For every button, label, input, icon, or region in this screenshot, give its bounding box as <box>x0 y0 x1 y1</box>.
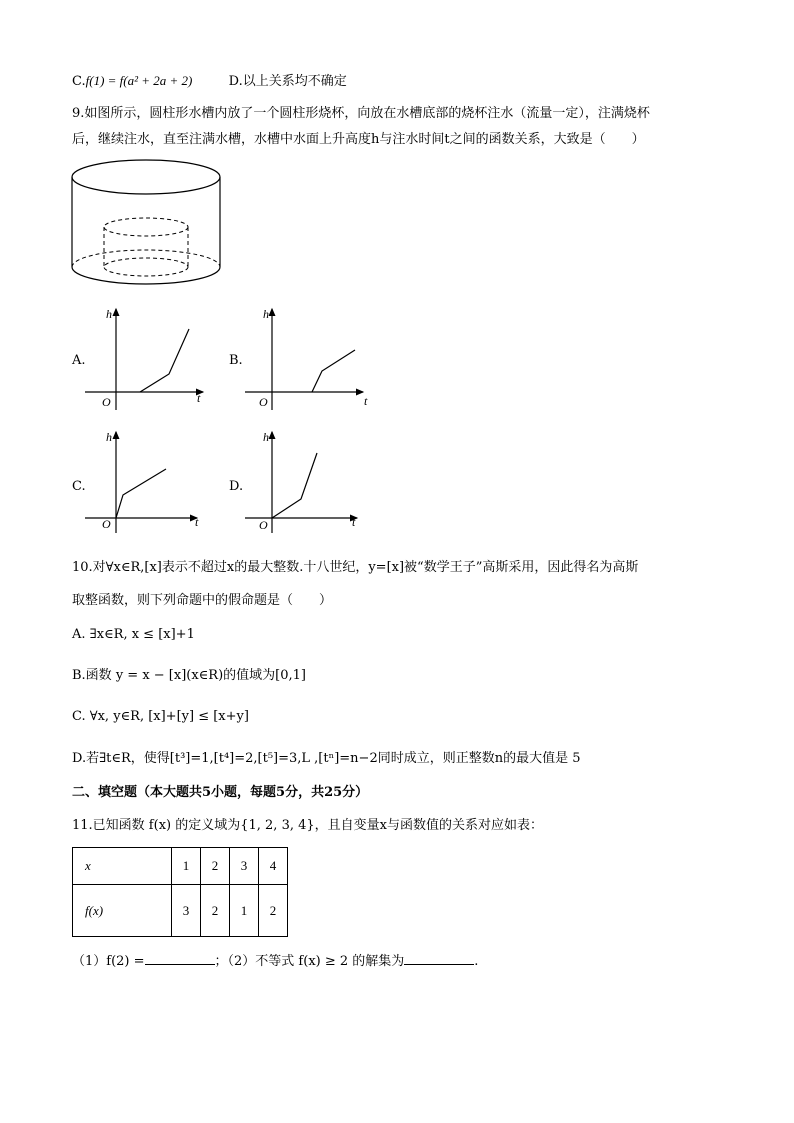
q8-option-c <box>72 72 347 91</box>
t-label: t <box>197 391 201 405</box>
q9-option-c-label: C. <box>72 479 86 494</box>
table-cell: x <box>73 848 172 885</box>
table-cell: 1 <box>172 848 201 885</box>
t-label: t <box>364 394 368 408</box>
q10-option-d: D.若∃t∈R，使得[t³]=1,[t⁴]=2,[t⁵]=3,L ,[tⁿ]=n−2同时成立，则正整数n的最大值是 5 <box>72 751 581 766</box>
h-label: h <box>106 430 112 444</box>
table-cell: 2 <box>201 848 230 885</box>
q9-line1: 9.如图所示，圆柱形水槽内放了一个圆柱形烧杯，向放在水槽底部的烧杯注水（流量一定），注满烧杯 <box>72 106 650 121</box>
graph-b <box>245 305 380 415</box>
t-label: t <box>195 515 199 529</box>
section-heading: 二、填空题（本大题共5小题，每题5分，共25分） <box>72 785 369 800</box>
table-cell: 2 <box>201 885 230 937</box>
answer-blank-1[interactable] <box>145 951 215 965</box>
q9-option-d-label: D. <box>229 479 244 494</box>
table-cell: 3 <box>230 848 259 885</box>
graph-c <box>85 428 220 538</box>
q9-line2: 后，继续注水，直至注满水槽，水槽中水面上升高度h与注水时间t之间的函数关系，大致是（ ） <box>72 132 645 147</box>
answer-blank-2[interactable] <box>404 951 474 965</box>
table-row <box>73 885 288 937</box>
value-table <box>72 847 288 937</box>
q11-part2: ；（2）不等式 f(x) ≥ 2 的解集为 <box>214 954 405 969</box>
q10-option-b: B.函数 y = x − [x](x∈R)的值域为[0,1] <box>72 668 306 683</box>
table-cell: 1 <box>230 885 259 937</box>
q11-part1: （1）f(2) = <box>72 954 145 969</box>
q8c-formula: f(1) = f(a² + 2a + 2) <box>85 73 193 88</box>
q10-option-a: A. ∃x∈R, x ≤ [x]+1 <box>72 627 195 642</box>
q9-option-a-label: A. <box>72 353 86 368</box>
q8c-expression: C. <box>72 74 86 89</box>
table-cell: 2 <box>259 885 288 937</box>
h-label: h <box>263 430 269 444</box>
origin-label: O <box>102 517 111 531</box>
h-label: h <box>263 307 269 321</box>
q9-option-b-label: B. <box>229 353 243 368</box>
origin-label: O <box>102 395 111 409</box>
t-label: t <box>352 515 356 529</box>
q10-line2: 取整函数，则下列命题中的假命题是（ ） <box>72 593 333 608</box>
q10-line1: 10.对∀x∈R,[x]表示不超过x的最大整数.十八世纪，y=[x]被“数学王子”高斯采用，因此得名为高斯 <box>72 560 639 575</box>
table-cell: f(x) <box>73 885 172 937</box>
h-label: h <box>106 307 112 321</box>
table-row <box>73 848 288 885</box>
table-cell: 4 <box>259 848 288 885</box>
origin-label: O <box>259 518 268 532</box>
q11-answer-line <box>72 951 478 971</box>
table-cell: 3 <box>172 885 201 937</box>
q11-end: . <box>474 954 479 969</box>
origin-label: O <box>259 395 268 409</box>
cylinder-figure <box>68 155 228 287</box>
q10-option-c: C. ∀x, y∈R, [x]+[y] ≤ [x+y] <box>72 709 249 724</box>
graph-a <box>85 305 220 415</box>
graph-d <box>245 428 380 538</box>
q11-line1: 11.已知函数 f(x) 的定义域为{1, 2, 3, 4}，且自变量x与函数值的关系对应如表： <box>72 818 543 833</box>
q8-option-d: D.以上关系均不确定 <box>228 74 347 89</box>
